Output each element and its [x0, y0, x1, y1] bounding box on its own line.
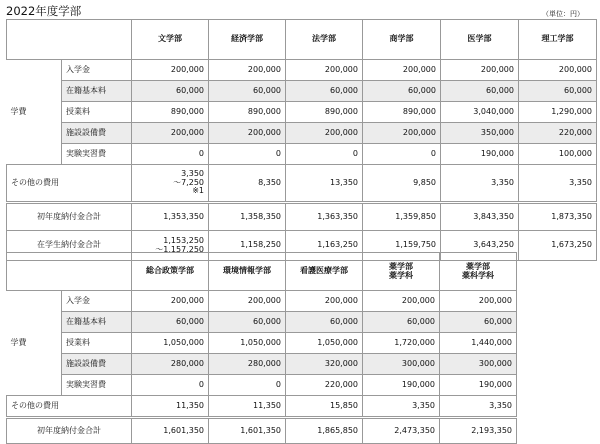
value-cell: 1,159,750 — [363, 231, 441, 261]
value-cell: 200,000 — [132, 123, 209, 144]
fee-row — [7, 312, 517, 333]
value-cell: 60,000 — [132, 81, 209, 102]
column-header: 看護医療学部 — [286, 253, 363, 291]
column-header: 薬学部 薬学科 — [363, 253, 440, 291]
value-cell: 1,050,000 — [209, 333, 286, 354]
value-cell: 8,350 — [209, 165, 286, 203]
value-cell: 280,000 — [209, 354, 286, 375]
value-cell: 890,000 — [363, 102, 441, 123]
row-label: 入学金 — [62, 291, 132, 312]
value-cell: 200,000 — [441, 60, 519, 81]
value-cell: 60,000 — [132, 312, 209, 333]
row-label: 在学生納付金合計 — [7, 231, 132, 261]
fee-row — [7, 144, 597, 165]
value-cell: 3,350 — [519, 165, 597, 203]
value-cell: 200,000 — [286, 291, 363, 312]
value-cell: 280,000 — [132, 354, 209, 375]
value-cell: 220,000 — [519, 123, 597, 144]
fee-row — [7, 60, 597, 81]
row-label: その他の費用 — [7, 165, 132, 203]
value-cell: 0 — [286, 144, 363, 165]
value-cell: 3,643,250 — [441, 231, 519, 261]
value-cell: 190,000 — [363, 375, 440, 396]
value-cell: 200,000 — [286, 60, 363, 81]
value-cell: 1,158,250 — [209, 231, 286, 261]
value-cell: 200,000 — [519, 60, 597, 81]
value-cell: 890,000 — [132, 102, 209, 123]
value-cell: 1,865,850 — [286, 418, 363, 444]
fee-row — [7, 81, 597, 102]
corner-cell — [7, 20, 132, 60]
value-cell: 60,000 — [286, 81, 363, 102]
fee-row — [7, 123, 597, 144]
value-cell: 890,000 — [209, 102, 286, 123]
row-label: 初年度納付金合計 — [7, 203, 132, 231]
value-cell: 60,000 — [209, 312, 286, 333]
value-cell: 1,163,250 — [286, 231, 363, 261]
value-cell: 1,290,000 — [519, 102, 597, 123]
unit-note: （単位：円） — [542, 10, 584, 18]
value-cell: 1,050,000 — [132, 333, 209, 354]
column-header: 総合政策学部 — [132, 253, 209, 291]
value-cell: 200,000 — [209, 123, 286, 144]
value-cell: 9,850 — [363, 165, 441, 203]
fee-row — [7, 333, 517, 354]
value-cell: 1,358,350 — [209, 203, 286, 231]
group-label: 学費 — [7, 60, 62, 165]
row-label: 実験実習費 — [62, 144, 132, 165]
other-fees-row — [7, 165, 597, 203]
column-header: 経済学部 — [209, 20, 286, 60]
value-cell: 200,000 — [363, 291, 440, 312]
value-cell: 0 — [363, 144, 441, 165]
value-cell: 200,000 — [132, 60, 209, 81]
value-cell: 200,000 — [209, 291, 286, 312]
value-cell: 1,359,850 — [363, 203, 441, 231]
corner-cell — [7, 253, 132, 291]
row-label: 授業料 — [62, 333, 132, 354]
value-cell: 200,000 — [209, 60, 286, 81]
value-cell: 13,350 — [286, 165, 363, 203]
value-cell: 60,000 — [286, 312, 363, 333]
value-cell: 11,350 — [209, 396, 286, 418]
value-cell: 60,000 — [441, 81, 519, 102]
value-cell: 1,050,000 — [286, 333, 363, 354]
column-header: 理工学部 — [519, 20, 597, 60]
row-label: 在籍基本料 — [62, 81, 132, 102]
page-title: 2022年度学部 — [6, 4, 82, 18]
value-cell: 1,673,250 — [519, 231, 597, 261]
value-cell: 0 — [209, 375, 286, 396]
value-cell: 320,000 — [286, 354, 363, 375]
value-cell: 60,000 — [519, 81, 597, 102]
value-cell: 1,601,350 — [132, 418, 209, 444]
value-cell: 1,363,350 — [286, 203, 363, 231]
column-header: 商学部 — [363, 20, 441, 60]
value-cell: 1,601,350 — [209, 418, 286, 444]
value-cell: 3,350 — [440, 396, 517, 418]
value-cell: 1,440,000 — [440, 333, 517, 354]
value-cell: 3,350 — [441, 165, 519, 203]
value-cell: 200,000 — [363, 60, 441, 81]
row-label: 施設設備費 — [62, 354, 132, 375]
value-cell: 100,000 — [519, 144, 597, 165]
value-cell: 1,720,000 — [363, 333, 440, 354]
value-cell: 3,843,350 — [441, 203, 519, 231]
value-cell: 0 — [132, 144, 209, 165]
column-header: 文学部 — [132, 20, 209, 60]
value-cell: 190,000 — [441, 144, 519, 165]
row-label: 在籍基本料 — [62, 312, 132, 333]
value-cell: 0 — [132, 375, 209, 396]
first-year-total-row — [7, 203, 597, 231]
value-cell: 200,000 — [363, 123, 441, 144]
row-label: 初年度納付金合計 — [7, 418, 132, 444]
value-cell: 15,850 — [286, 396, 363, 418]
value-cell: 190,000 — [440, 375, 517, 396]
tuition-table-1 — [6, 19, 597, 261]
value-cell: 60,000 — [440, 312, 517, 333]
value-cell: 60,000 — [209, 81, 286, 102]
value-cell: 350,000 — [441, 123, 519, 144]
tuition-table-2 — [6, 252, 517, 444]
fee-row — [7, 291, 517, 312]
fee-row — [7, 375, 517, 396]
value-cell: 60,000 — [363, 312, 440, 333]
other-fees-row — [7, 396, 517, 418]
fee-row — [7, 354, 517, 375]
value-cell: 2,193,350 — [440, 418, 517, 444]
row-label: 施設設備費 — [62, 123, 132, 144]
column-header: 環境情報学部 — [209, 253, 286, 291]
value-cell: 3,350 — [363, 396, 440, 418]
value-cell: 200,000 — [440, 291, 517, 312]
row-label: 授業料 — [62, 102, 132, 123]
value-cell: 1,153,250 ～1,157,250 — [132, 231, 209, 261]
column-header: 医学部 — [441, 20, 519, 60]
value-cell: 3,040,000 — [441, 102, 519, 123]
value-cell: 2,473,350 — [363, 418, 440, 444]
value-cell: 60,000 — [363, 81, 441, 102]
fee-row — [7, 102, 597, 123]
column-header: 薬学部 薬科学科 — [440, 253, 517, 291]
value-cell: 220,000 — [286, 375, 363, 396]
row-label: 実験実習費 — [62, 375, 132, 396]
value-cell: 3,350 ～7,250 ※1 — [132, 165, 209, 203]
row-label: その他の費用 — [7, 396, 132, 418]
value-cell: 300,000 — [440, 354, 517, 375]
column-header: 法学部 — [286, 20, 363, 60]
row-label: 入学金 — [62, 60, 132, 81]
value-cell: 890,000 — [286, 102, 363, 123]
value-cell: 200,000 — [286, 123, 363, 144]
value-cell: 1,873,350 — [519, 203, 597, 231]
value-cell: 1,353,350 — [132, 203, 209, 231]
group-label: 学費 — [7, 291, 62, 396]
value-cell: 0 — [209, 144, 286, 165]
value-cell: 300,000 — [363, 354, 440, 375]
value-cell: 200,000 — [132, 291, 209, 312]
first-year-total-row — [7, 418, 517, 444]
value-cell: 11,350 — [132, 396, 209, 418]
